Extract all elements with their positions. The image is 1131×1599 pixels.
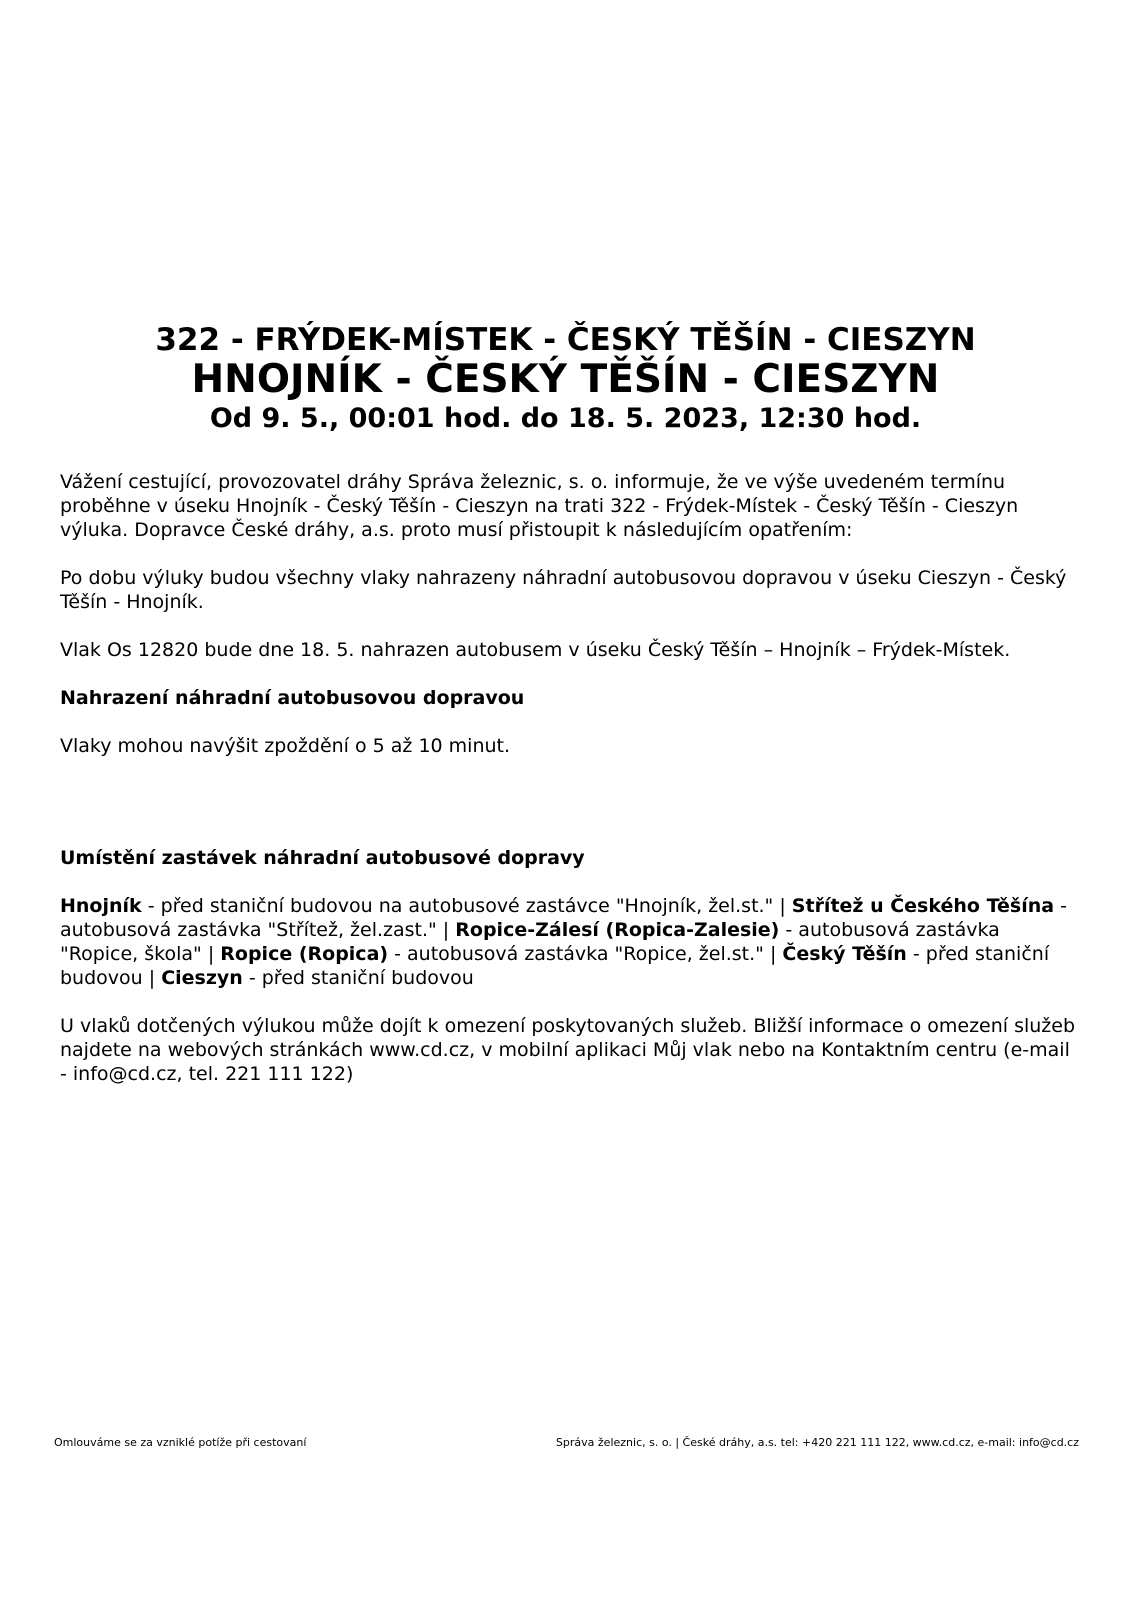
footer-apology: Omlouváme se za vzniklé potíže při cestovaní	[54, 1436, 307, 1449]
section-heading-replacement: Nahrazení náhradní autobusovou dopravou	[60, 687, 525, 709]
stop-description: - autobusová zastávka "Ropice, škola" |	[60, 919, 1000, 965]
delay-paragraph: Vlaky mohou navýšit zpoždění o 5 až 10 minut.	[60, 735, 511, 757]
services-paragraph: U vlaků dotčených výlukou může dojít k omezení poskytovaných služeb. Bližší informace o omezení služeb najdete na webových stránkách www.cd.cz, v mobilní aplikaci Můj vlak nebo na Kontaktním centru (e-mail - info@cd.cz, tel. 221 111 122)	[60, 1015, 1076, 1085]
spacer	[60, 990, 1080, 1014]
stop-description: - autobusová zastávka "Střítež, žel.zast." |	[60, 895, 1067, 941]
spacer	[60, 870, 1080, 894]
spacer	[60, 710, 1080, 734]
stop-name: Cieszyn	[161, 967, 243, 989]
stop-name: Ropice (Ropica)	[220, 943, 389, 965]
replacement-paragraph: Po dobu výluky budou všechny vlaky nahrazeny náhradní autobusovou dopravou v úseku Cieszyn - Český Těšín - Hnojník.	[60, 567, 1067, 613]
footer-contacts: Správa železnic, s. o. | České dráhy, a.s. tel: +420 221 111 122, www.cd.cz, e-mail: info@cd.cz	[555, 1436, 1079, 1449]
spacer	[60, 614, 1080, 638]
closure-section-title: HNOJNÍK - ČESKÝ TĚŠÍN - CIESZYN	[191, 357, 940, 402]
stops-paragraph	[60, 894, 1080, 990]
stop-description: - před staniční budovou |	[60, 943, 1050, 989]
stop-description: - před staniční budovou na autobusové zastávce "Hnojník, žel.st." |	[141, 895, 792, 917]
spacer	[60, 662, 1080, 686]
stop-name: Ropice-Zálesí (Ropica-Zalesie)	[455, 919, 780, 941]
section-heading-stops: Umístění zastávek náhradní autobusové dopravy	[60, 847, 585, 869]
line-route-title: 322 - FRÝDEK-MÍSTEK - ČESKÝ TĚŠÍN - CIESZYN	[155, 322, 976, 358]
closure-period: Od 9. 5., 00:01 hod. do 18. 5. 2023, 12:30 hod.	[209, 403, 922, 434]
intro-paragraph: Vážení cestující, provozovatel dráhy Správa železnic, s. o. informuje, že ve výše uvedeném termínu proběhne v úseku Hnojník - Český Těšín - Cieszyn na trati 322 - Frýdek-Místek - Český Těšín - Cieszyn výluka. Dopravce České dráhy, a.s. proto musí přistoupit k následujícím opatřením:	[60, 471, 1019, 541]
spacer	[60, 542, 1080, 566]
spacer	[60, 758, 1080, 846]
notice-body	[60, 470, 1080, 1086]
stop-name: Střítež u Českého Těšína	[791, 895, 1055, 917]
stop-name: Hnojník	[60, 895, 142, 917]
notice-header	[0, 322, 1131, 436]
stop-description: - před staniční budovou	[242, 967, 474, 989]
stop-description: - autobusová zastávka "Ropice, žel.st." |	[388, 943, 783, 965]
stop-name: Český Těšín	[782, 943, 907, 965]
train-paragraph: Vlak Os 12820 bude dne 18. 5. nahrazen autobusem v úseku Český Těšín – Hnojník – Frýdek-Místek.	[60, 639, 1011, 661]
